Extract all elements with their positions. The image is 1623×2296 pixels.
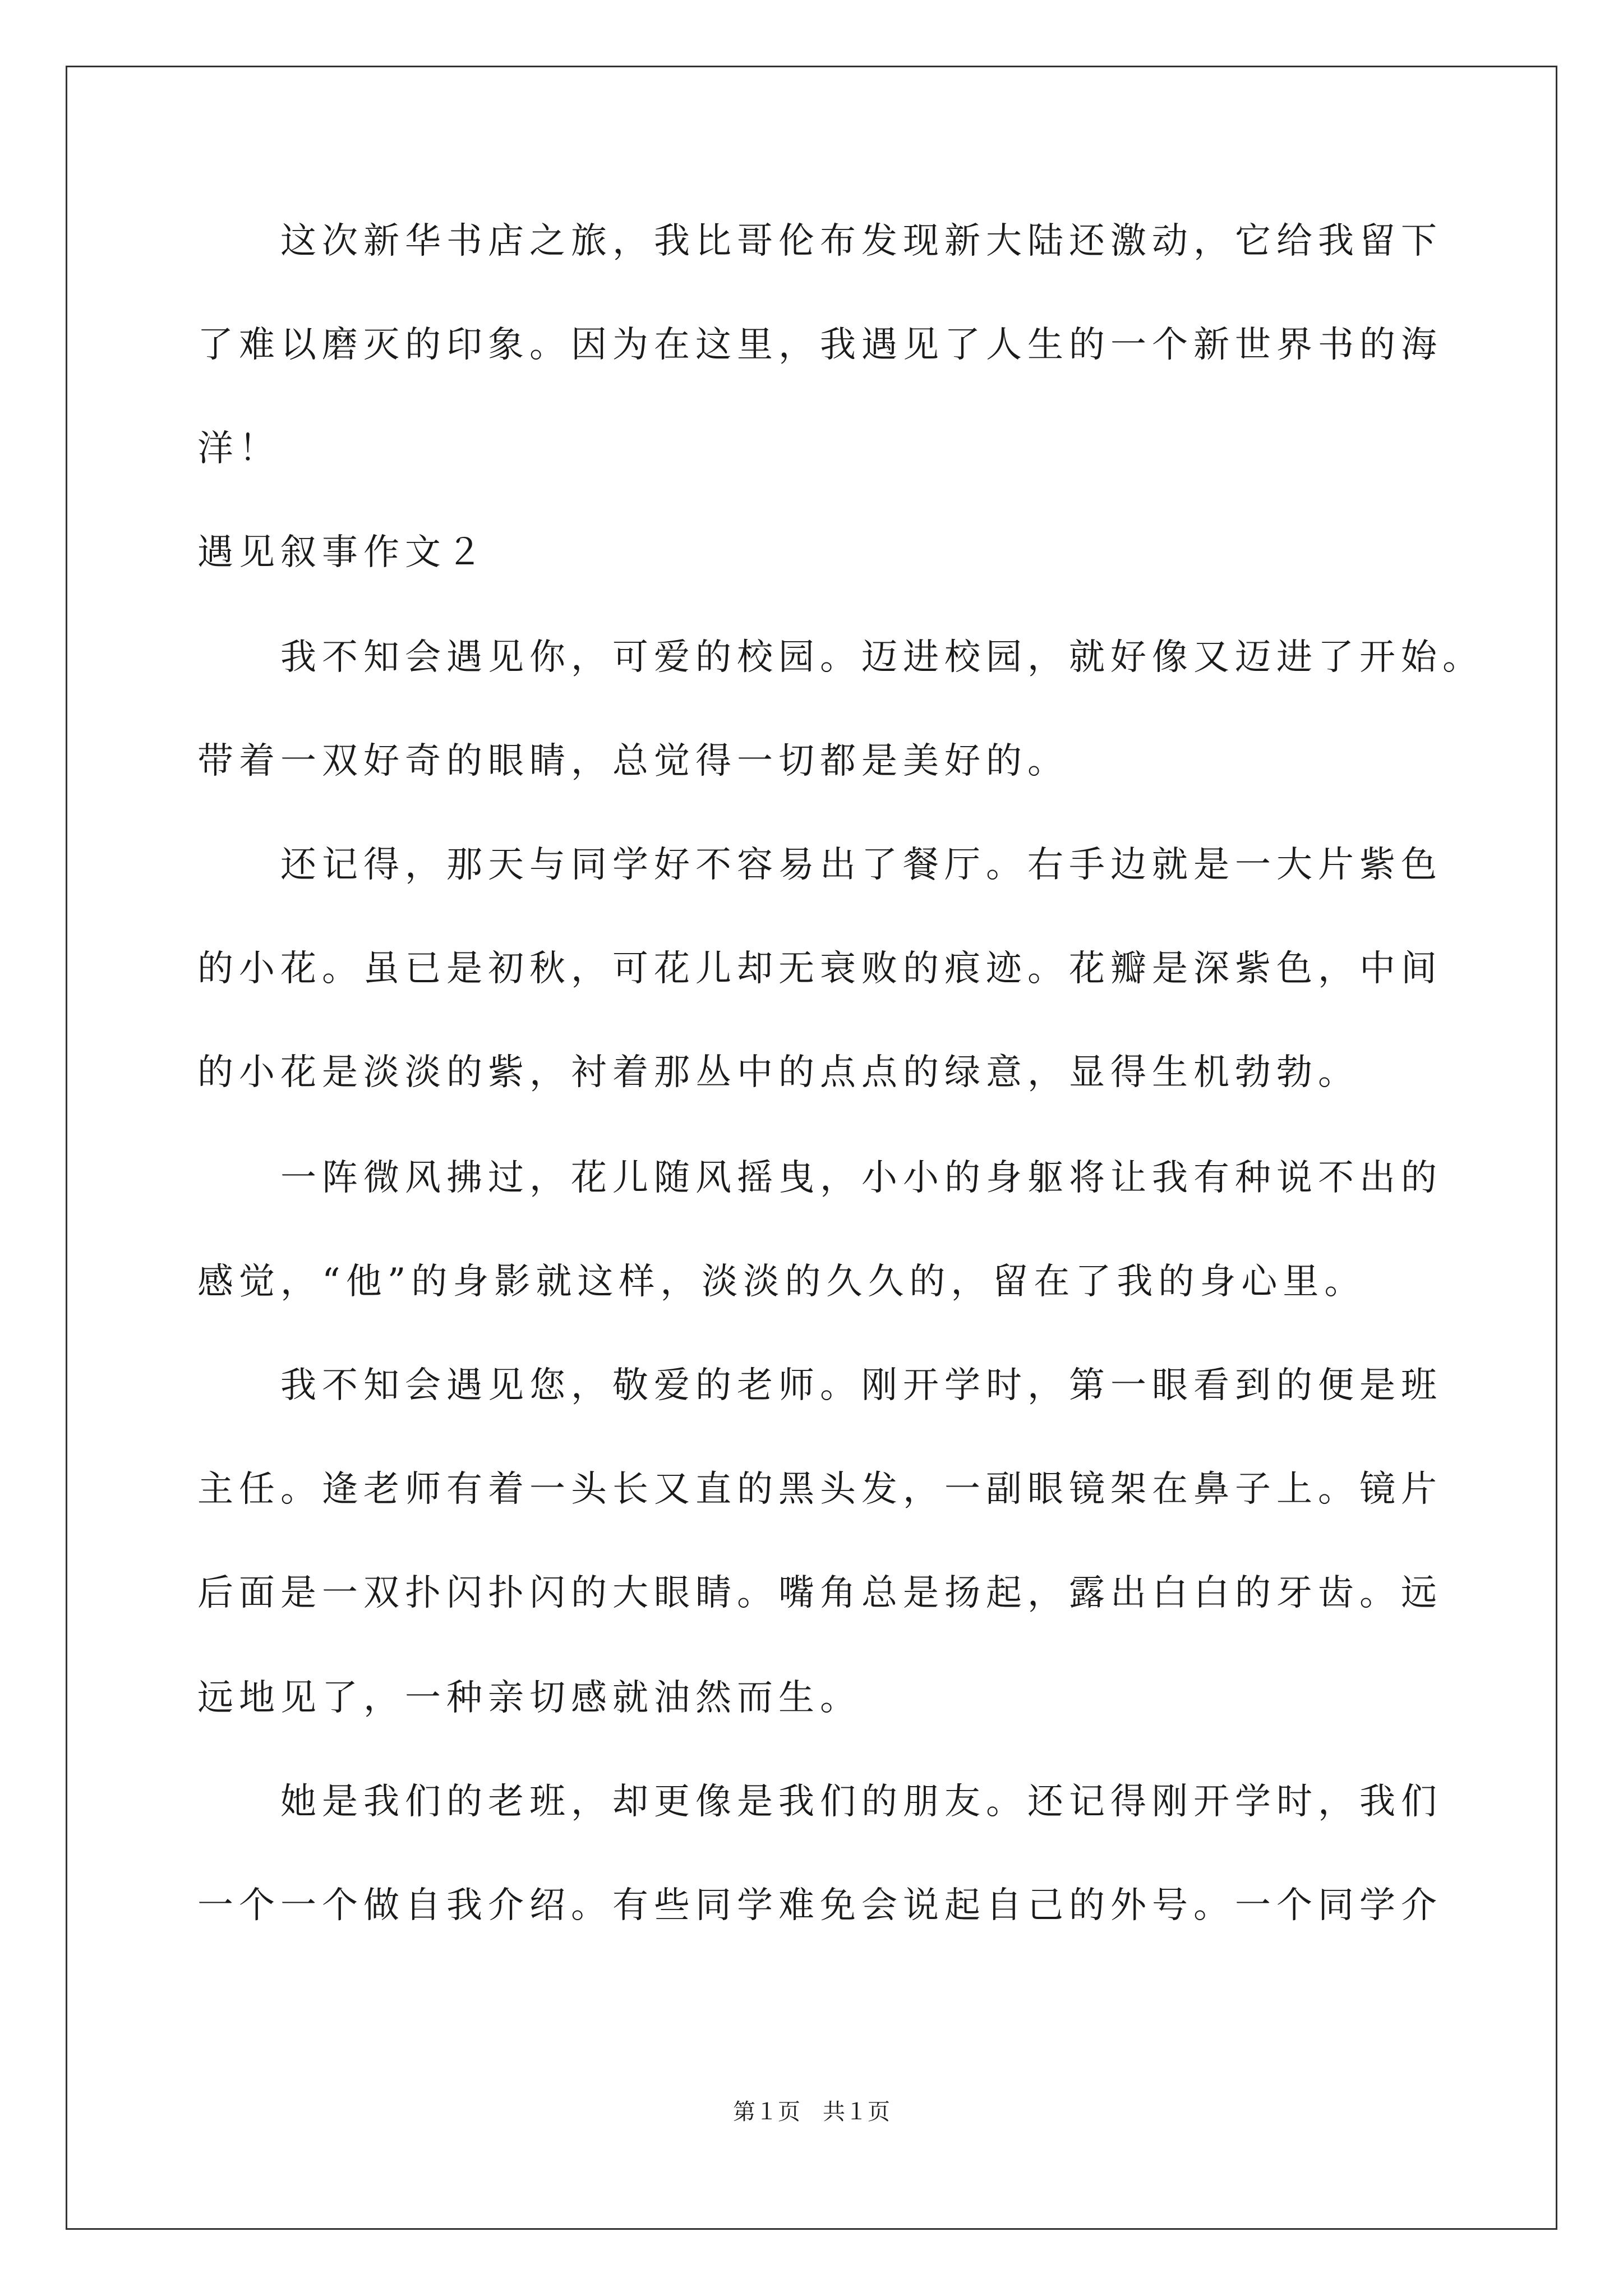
paragraph-line: 的小花是淡淡的紫，衬着那丛中的点点的绿意，显得生机勃勃。 — [197, 1052, 1359, 1093]
paragraph-line: 感觉，“他”的身影就这样，淡淡的久久的，留在了我的身心里。 — [197, 1261, 1366, 1303]
paragraph-line: 我不知会遇见您，敬爱的老师。刚开学时，第一眼看到的便是班 — [280, 1365, 1442, 1406]
paragraph-line: 我不知会遇见你，可爱的校园。迈进校园，就好像又迈进了开始。 — [280, 637, 1484, 678]
paragraph-line: 了难以磨灭的印象。因为在这里，我遇见了人生的一个新世界书的海 — [197, 324, 1442, 366]
paragraph-line: 洋！ — [197, 428, 280, 470]
paragraph-line: 的小花。虽已是初秋，可花儿却无衰败的痕迹。花瓣是深紫色，中间 — [197, 948, 1442, 990]
paragraph-line: 她是我们的老班，却更像是我们的朋友。还记得刚开学时，我们 — [280, 1781, 1442, 1823]
paragraph-line: 这次新华书店之旅，我比哥伦布发现新大陆还激动，它给我留下 — [280, 220, 1442, 262]
paragraph-line: 带着一双好奇的眼睛，总觉得一切都是美好的。 — [197, 740, 1069, 782]
page-number-footer: 第１页 共１页 — [733, 2099, 890, 2125]
paragraph-line: 一阵微风拂过，花儿随风摇曳，小小的身躯将让我有种说不出的 — [280, 1157, 1442, 1199]
paragraph-line: 远地见了，一种亲切感就油然而生。 — [197, 1677, 861, 1719]
paragraph-line: 一个一个做自我介绍。有些同学难免会说起自己的外号。一个同学介 — [197, 1885, 1442, 1926]
paragraph-line: 还记得，那天与同学好不容易出了餐厅。右手边就是一大片紫色 — [280, 844, 1442, 886]
section-heading: 遇见叙事作文２ — [197, 532, 488, 573]
paragraph-line: 主任。逄老师有着一头长又直的黑头发，一副眼镜架在鼻子上。镜片 — [197, 1469, 1442, 1510]
paragraph-line: 后面是一双扑闪扑闪的大眼睛。嘴角总是扬起，露出白白的牙齿。远 — [197, 1572, 1442, 1614]
